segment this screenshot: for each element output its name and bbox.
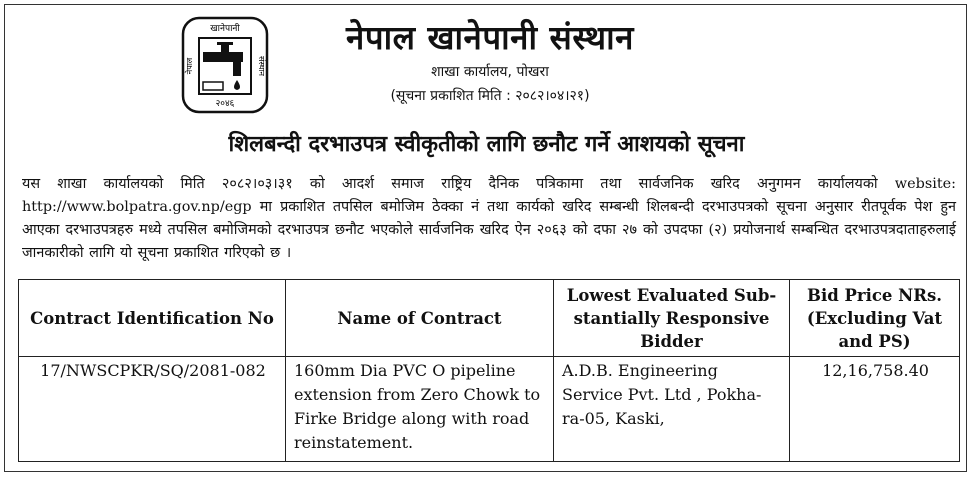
tap-emblem-icon — [181, 16, 269, 114]
nwsc-logo — [181, 16, 269, 114]
table-row — [19, 357, 960, 462]
svg-text:नेपाल: नेपाल — [185, 57, 194, 75]
notice-title: शिलबन्दी दरभाउपत्र स्वीकृतीको लागि छनौट गर्ने आशयको सूचना — [228, 132, 745, 157]
cell-contract-id: 17/NWSCPKR/SQ/2081-082 — [19, 357, 286, 462]
branch-office: शाखा कार्यालय, पोखरा — [431, 64, 549, 80]
header-contract-name: Name of Contract — [286, 280, 554, 357]
header-bid-price: Bid Price NRs. (Excluding Vat and PS) — [790, 280, 960, 357]
notice-body: यस शाखा कार्यालयको मिति २०८२।०३।३१ को आदर्श समाज राष्ट्रिय दैनिक पत्रिकामा तथा सार्वजनिक खरिद अनुगमन कार्यालयको website: http://www.bolpatra.gov.np/egp मा प्रकाशित तपसिल बमोजिम ठेक्का नं तथा कार्यको खरिद सम्बन्धी शिलबन्दी दरभाउपत्रको सूचना अनुसार रीतपूर्वक पेश हुन आएका दरभाउपत्रहरु मध्ये तपसिल बमोजिमको दरभाउपत्र छनौट भएकोले सार्वजनिक खरिद ऐन २०६३ को दफा २७ को उपदफा (२) प्रयोजनार्थ सम्बन्धित दरभाउपत्रदाताहरुलाई जानकारीको लागि यो सूचना प्रकाशित गरिएको छ । — [22, 176, 956, 261]
header-contract-id: Contract Identification No — [19, 280, 286, 357]
svg-text:२०४६: २०४६ — [215, 99, 235, 109]
organization-name: नेपाल खानेपानी संस्थान — [346, 18, 634, 57]
cell-bidder: A.D.B. Engineering Service Pvt. Ltd , Pokha-ra-05, Kaski, — [554, 357, 790, 462]
svg-text:संस्थान: संस्थान — [257, 56, 266, 76]
bid-results-table — [18, 279, 960, 462]
publish-date: (सूचना प्रकाशित मिति : २०८२।०४।२१) — [390, 88, 590, 104]
svg-text:खानेपानी: खानेपानी — [210, 24, 240, 34]
header-bidder: Lowest Evaluated Sub-stantially Responsive Bidder — [554, 280, 790, 357]
table-header-row — [19, 280, 960, 357]
cell-bid-price: 12,16,758.40 — [790, 357, 960, 462]
cell-contract-name: 160mm Dia PVC O pipeline extension from Zero Chowk to Firke Bridge along with road reinstatement. — [286, 357, 554, 462]
